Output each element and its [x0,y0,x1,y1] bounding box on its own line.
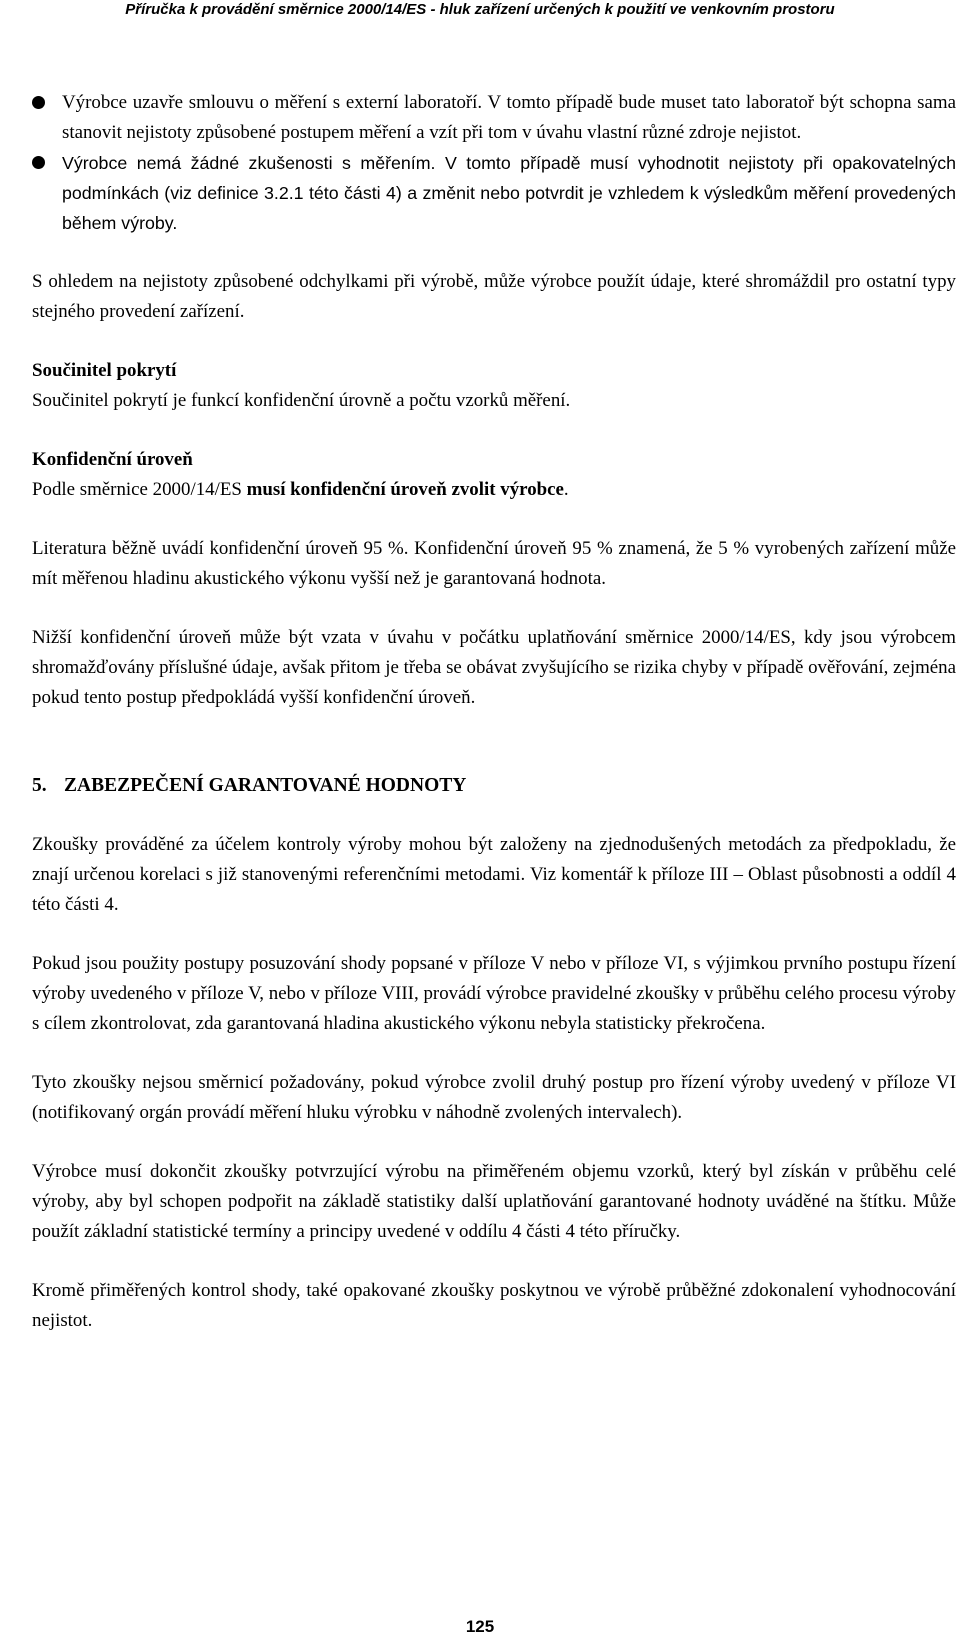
heading-confidence-level: Konfidenční úroveň [32,449,193,470]
confidence-text-end: . [563,479,569,500]
running-header: Příručka k provádění směrnice 2000/14/ES - hluk zařízení určených k použití ve venkovním prostoru [125,1,835,18]
document-body [32,88,956,1336]
paragraph-conformity-controls: Kromě přiměřených kontrol shody, také opakované zkoušky poskytnou ve výrobě průběžné zdokonalení vyhodnocování nejistot. [32,1280,956,1331]
paragraph-lower-confidence: Nižší konfidenční úroveň může být vzata v úvahu v počátku uplatňování směrnice 2000/14/ES, kdy jsou výrobcem shromažďovány příslušné údaje, avšak přitom je třeba se obávat zvyšujícího se rizika chyby v případě ověřování, zejména pokud tento postup předpokládá vyšší konfidenční úroveň. [32,627,956,708]
bullet-text: Výrobce uzavře smlouvu o měření s externí laboratoří. V tomto případě bude muset tato laboratoř být schopna sama stanovit nejistoty způsobené postupem měření a vzít při tom v úvahu vlastní různé zdroje nejistot. [62,92,956,143]
bullet-text: Výrobce nemá žádné zkušenosti s měřením. V tomto případě musí vyhodnotit nejistoty při opakovatelných podmínkách (viz definice 3.2.1 této části 4) a změnit nebo potvrdit je vzhledem k výsledkům měření provedených během výroby. [62,153,956,233]
paragraph-production-deviations: S ohledem na nejistoty způsobené odchylkami při výrobě, může výrobce použít údaje, které shromáždil pro ostatní typy stejného provedení zařízení. [32,271,956,322]
paragraph-simplified-methods: Zkoušky prováděné za účelem kontroly výroby mohou být založeny na zjednodušených metodách za předpokladu, že znají určenou korelaci s již stanovenými referenčními metodami. Viz komentář k příloze III – Oblast působnosti a oddíl 4 této části 4. [32,834,956,915]
bullet-item-no-experience [32,148,956,238]
bullet-dot-icon [32,156,45,169]
confidence-text-bold: musí konfidenční úroveň zvolit výrobce [246,479,564,500]
paragraph-literature: Literatura běžně uvádí konfidenční úroveň 95 %. Konfidenční úroveň 95 % znamená, že 5 % vyrobených zařízení může mít měřenou hladinu akustického výkonu vyšší než je garantovaná hodnota. [32,538,956,589]
paragraph-confirmation-tests: Výrobce musí dokončit zkoušky potvrzující výrobu na přiměřeném objemu vzorků, který byl získán v průběhu celé výroby, aby byl schopen podpořit na základě statistiky další uplatňování garantované hodnoty uváděné na štítku. Může použít základní statistické termíny a principy uvedené v oddílu 4 části 4 této příručky. [32,1161,956,1242]
section-title: ZABEZPEČENÍ GARANTOVANÉ HODNOTY [64,775,467,796]
heading-coverage-factor: Součinitel pokrytí [32,360,177,381]
bullet-item-external-lab [32,88,956,148]
confidence-text-plain: Podle směrnice 2000/14/ES [32,479,247,500]
paragraph-confidence-level [32,475,956,505]
section-number: 5. [32,775,47,796]
paragraph-tests-not-required: Tyto zkoušky nejsou směrnicí požadovány, pokud výrobce zvolil druhý postup pro řízení výroby uvedený v příloze VI (notifikovaný orgán provádí měření hluku výrobku v náhodně zvolených intervalech). [32,1072,956,1123]
paragraph-conformity-procedures: Pokud jsou použity postupy posuzování shody popsané v příloze V nebo v příloze VI, s výjimkou prvního postupu řízení výroby uvedeného v příloze V, nebo v příloze VIII, provádí výrobce pravidelné zkoušky v průběhu celého procesu výroby s cílem zkontrolovat, zda garantovaná hladina akustického výkonu nebyla statisticky překročena. [32,953,956,1034]
paragraph-coverage-factor: Součinitel pokrytí je funkcí konfidenční úrovně a počtu vzorků měření. [32,390,571,411]
bullet-dot-icon [32,96,45,109]
section-heading-5 [32,771,956,801]
page-number: 125 [465,1617,495,1636]
